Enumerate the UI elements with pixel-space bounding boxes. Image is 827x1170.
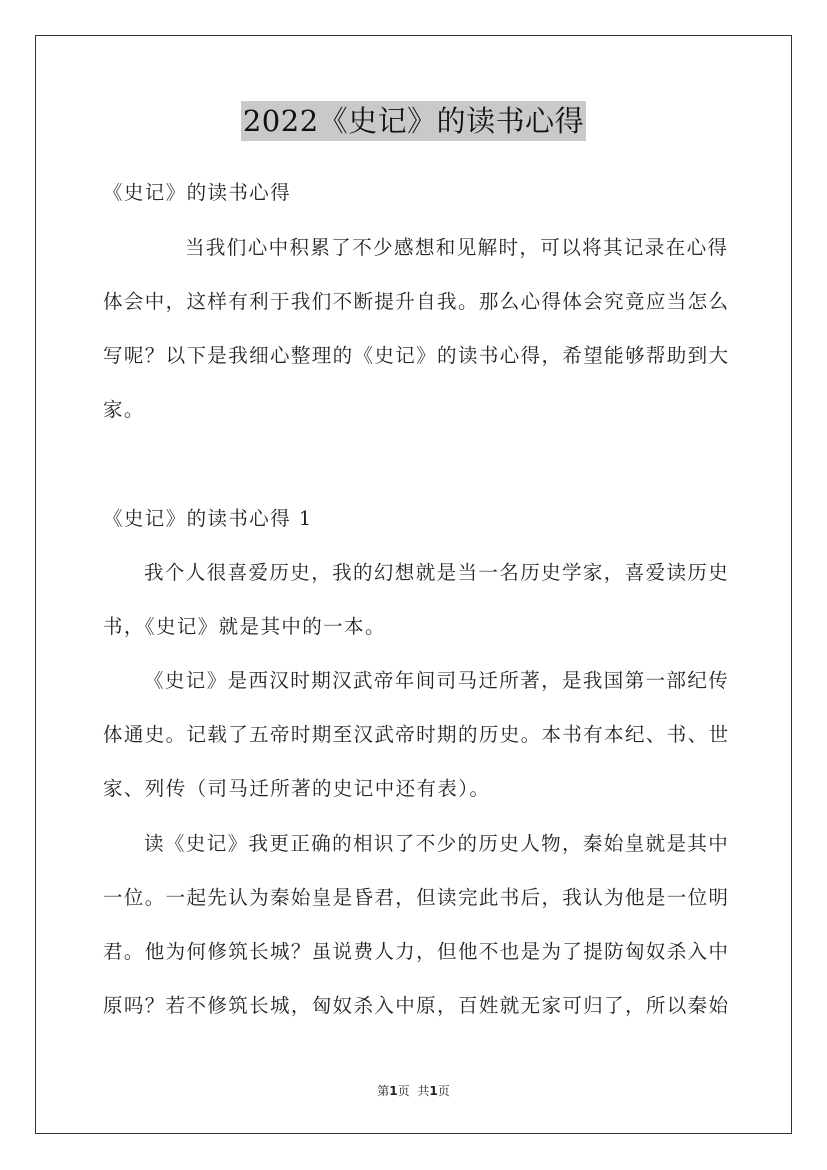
paragraph-line: 体通史。记载了五帝时期至汉武帝时期的历史。本书有本纪、书、世 bbox=[103, 723, 728, 746]
page-prefix: 第 bbox=[377, 1084, 390, 1098]
page-label: 页 bbox=[397, 1084, 410, 1098]
page-footer bbox=[0, 1083, 827, 1099]
intro-line: 体会中，这样有利于我们不断提升自我。那么心得体会究竟应当怎么 bbox=[103, 290, 728, 313]
paragraph-line: 原吗？若不修筑长城，匈奴杀入中原，百姓就无家可归了，所以秦始 bbox=[103, 994, 728, 1017]
paragraph-line: 君。他为何修筑长城？虽说费人力，但他不也是为了提防匈奴杀入中 bbox=[103, 940, 728, 963]
paragraph-line: 我个人很喜爱历史，我的幻想就是当一名历史学家，喜爱读历史 bbox=[144, 561, 730, 584]
page-total: 1 bbox=[429, 1084, 438, 1098]
paragraph-line: 读《史记》我更正确的相识了不少的历史人物，秦始皇就是其中 bbox=[144, 832, 730, 855]
intro-line: 当我们心中积累了不少感想和见解时，可以将其记录在心得 bbox=[185, 236, 729, 259]
section-heading: 《史记》的读书心得 1 bbox=[103, 507, 313, 530]
paragraph-line: 一位。一起先认为秦始皇是昏君，但读完此书后，我认为他是一位明 bbox=[103, 886, 728, 909]
document-title: 2022《史记》的读书心得 bbox=[241, 101, 586, 141]
paragraph-line: 《史记》是西汉时期汉武帝年间司马迁所著，是我国第一部纪传 bbox=[144, 669, 730, 692]
document-subtitle: 《史记》的读书心得 bbox=[103, 181, 292, 204]
paragraph-line: 书，《史记》就是其中的一本。 bbox=[103, 615, 386, 638]
intro-line: 家。 bbox=[103, 398, 145, 421]
total-label: 页 bbox=[437, 1084, 450, 1098]
paragraph-line: 家、列传（司马迁所著的史记中还有表）。 bbox=[103, 777, 491, 800]
total-prefix: 共 bbox=[417, 1084, 430, 1098]
page-current: 1 bbox=[389, 1084, 398, 1098]
intro-line: 写呢？以下是我细心整理的《史记》的读书心得，希望能够帮助到大 bbox=[103, 344, 728, 367]
title-container bbox=[0, 101, 827, 141]
